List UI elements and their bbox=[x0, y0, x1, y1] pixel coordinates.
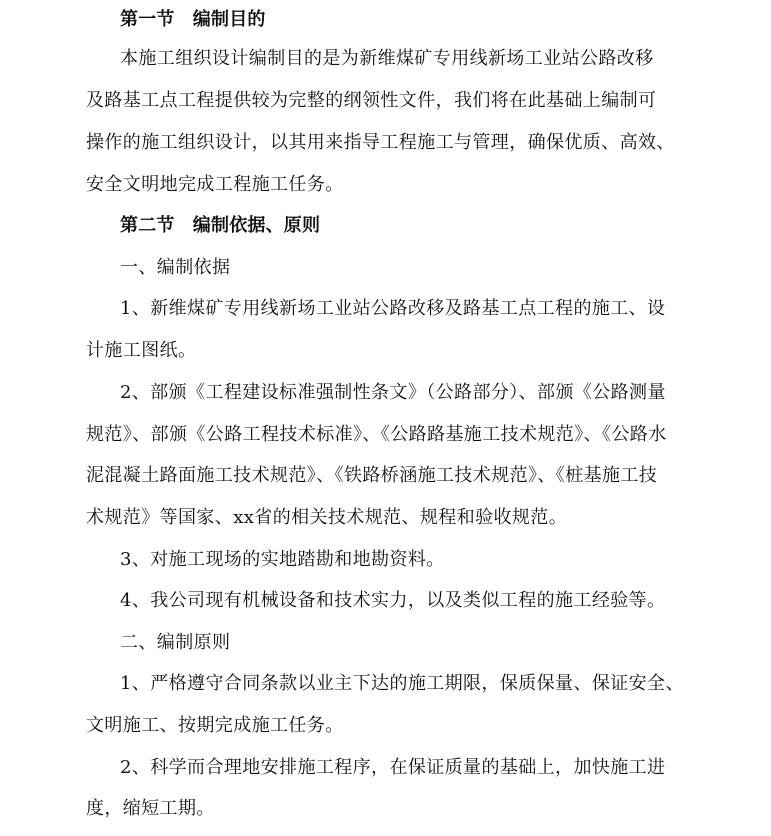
basis-item-1-line: 1、新维煤矿专用线新场工业站公路改移及路基工点工程的施工、设 bbox=[120, 298, 666, 319]
principles-item-1-line: 文明施工、按期完成施工任务。 bbox=[86, 715, 344, 736]
basis-item-2-line: 2、部颁《工程建设标准强制性条文》（公路部分）、部颁《公路测量 bbox=[120, 382, 666, 403]
principles-item-1-line: 1、严格遵守合同条款以业主下达的施工期限，保质保量、保证安全、 bbox=[120, 673, 684, 694]
section-1-paragraph-line: 本施工组织设计编制目的是为新维煤矿专用线新场工业站公路改移 bbox=[120, 48, 654, 69]
section-1-paragraph-line: 操作的施工组织设计，以其用来指导工程施工与管理，确保优质、高效、 bbox=[86, 132, 675, 153]
principles-item-2-line: 度，缩短工期。 bbox=[86, 798, 215, 819]
section-1-heading: 第一节 编制目的 bbox=[120, 9, 266, 30]
basis-item-2-line: 术规范》等国家、xx省的相关技术规范、规程和验收规范。 bbox=[86, 507, 568, 528]
section-1-paragraph-line: 安全文明地完成工程施工任务。 bbox=[86, 174, 344, 195]
principles-subheading: 二、编制原则 bbox=[120, 632, 231, 653]
basis-item-1-line: 计施工图纸。 bbox=[86, 340, 197, 361]
section-2-heading: 第二节 编制依据、原则 bbox=[120, 215, 321, 236]
principles-item-2-line: 2、科学而合理地安排施工程序，在保证质量的基础上，加快施工进 bbox=[120, 757, 666, 778]
basis-item-2-line: 规范》、部颁《公路工程技术标准》、《公路路基施工技术规范》、《公路水 bbox=[86, 424, 667, 445]
basis-item-2-line: 泥混凝土路面施工技术规范》、《铁路桥涵施工技术规范》、《桩基施工技 bbox=[86, 465, 658, 486]
basis-item-4: 4、我公司现有机械设备和技术实力，以及类似工程的施工经验等。 bbox=[120, 590, 666, 611]
basis-item-3: 3、对施工现场的实地踏勘和地勘资料。 bbox=[120, 549, 445, 570]
section-1-paragraph-line: 及路基工点工程提供较为完整的纲领性文件，我们将在此基础上编制可 bbox=[86, 90, 657, 111]
basis-subheading: 一、编制依据 bbox=[120, 257, 231, 278]
